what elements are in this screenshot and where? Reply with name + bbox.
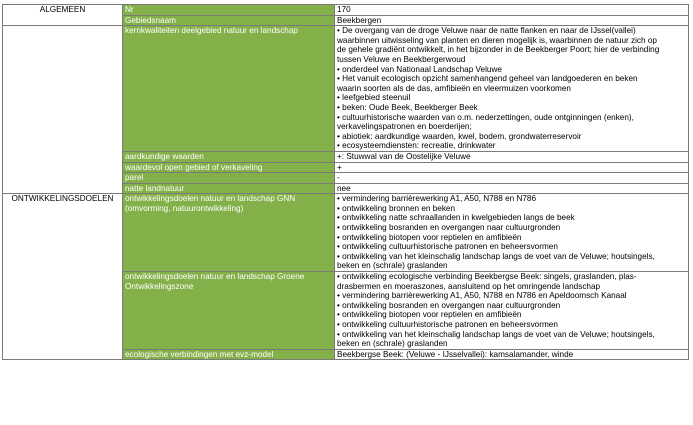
label-parel: parel [123, 173, 335, 184]
section-algemeen-spacer [3, 26, 123, 194]
value-natte: nee [335, 183, 689, 194]
list-item: • ontwikkeling biotopen voor reptielen en amfibieën [337, 232, 522, 242]
list-item: • ecosysteemdiensten: recreatie, drinkwater [337, 141, 496, 151]
list-item: waarbinnen uitwisseling van planten en dieren mogelijk is, waarbinnen de natuur zich op [337, 35, 657, 45]
list-item: • beken: Oude Beek, Beekberger Beek [337, 102, 478, 112]
label-natte: natte landnatuur [123, 183, 335, 194]
label-kernkwaliteiten: kernkwaliteiten deelgebied natuur en landschap [123, 26, 335, 152]
list-item: • Het vanuit ecologisch opzicht samenhangend geheel van landgoederen en beken [337, 74, 638, 84]
list-item: beken en (schrale) graslanden [337, 261, 448, 271]
area-table [2, 4, 689, 360]
list-item: • ontwikkeling bosranden en overgangen naar cultuurgronden [337, 300, 561, 310]
list-item: • ontwikkeling biotopen voor reptielen en amfibieën [337, 310, 522, 320]
list-item: • ontwikkeling bronnen en beken [337, 203, 456, 213]
list-item: • ontwikkeling bosranden en overgangen naar cultuurgronden [337, 223, 561, 233]
value-waardevol: + [335, 162, 689, 173]
value-kernkwaliteiten [335, 26, 689, 152]
label-gnn [123, 194, 335, 272]
value-nr: 170 [335, 5, 689, 16]
row-nr [3, 5, 689, 16]
list-item: verkavelingspatronen en boerderijen; [337, 122, 472, 132]
list-item: • ontwikkeling cultuurhistorische patronen en beheersvormen [337, 320, 558, 329]
label-waardevol: waardevol open gebied of verkaveling [123, 162, 335, 173]
list-item: • abiotiek: aardkundige waarden, kwel, bodem, grondwaterreservoir [337, 131, 582, 141]
value-gnn [335, 194, 689, 272]
label-nr: Nr [123, 5, 335, 16]
list-item: tussen Veluwe en Beekbergerwoud [337, 54, 466, 64]
label-ecologische: ecologische verbindingen met evz-model [123, 349, 335, 360]
list-item: • onderdeel van Nationaal Landschap Veluwe [337, 64, 502, 74]
list-item: drasbermen en moeraszones, aansluitend op het omringende landschap [337, 281, 601, 291]
label-aardkundige: aardkundige waarden [123, 151, 335, 162]
label-gebiedsnaam: Gebiedsnaam [123, 15, 335, 26]
value-gebiedsnaam: Beekbergen [335, 15, 689, 26]
value-aardkundige: +: Stuwwal van de Oostelijke Veluwe [335, 151, 689, 162]
list-item: • leefgebied steenuil [337, 93, 411, 103]
list-item: • ontwikkeling van het kleinschalig landschap langs de voet van de Veluwe; houtsingels, [337, 329, 655, 339]
label-groene-line2: Ontwikkelingszone [125, 281, 194, 291]
list-item: • vermindering barrièrewerking A1, A50, N788 en N786 [337, 194, 537, 204]
list-item: beken en (schrale) graslanden [337, 339, 448, 349]
label-gnn-line1: ontwikkelingsdoelen natuur en landschap GNN [125, 194, 296, 204]
row-kernkwaliteiten [3, 26, 689, 152]
list-item: • De overgang van de droge Veluwe naar de natte flanken en naar de IJssel(vallei) [337, 26, 636, 36]
label-gnn-line2: (omvorming, natuurontwikkeling) [125, 203, 244, 213]
value-ecologische: Beekbergse Beek: (Veluwe - IJsselvallei): kamsalamander, winde [335, 349, 689, 360]
row-gnn [3, 194, 689, 272]
value-parel: - [335, 173, 689, 184]
list-item: • ontwikkeling van het kleinschalig landschap langs de voet van de Veluwe; houtsingels, [337, 251, 655, 261]
list-item: • ontwikkeling ecologische verbinding Beekbergse Beek: singels, graslanden, plas- [337, 272, 637, 282]
list-item: • ontwikkeling natte schraallanden in kwelgebieden langs de beek [337, 213, 575, 223]
list-item: waarin soorten als de das, amfibieën en vleermuizen voorkomen [337, 83, 571, 93]
section-ontwikkelingsdoelen: ONTWIKKELINGSDOELEN [3, 194, 123, 360]
list-item: • vermindering barrièrewerking A1, A50, N788 en N786 en Apeldoomsch Kanaal [337, 291, 627, 301]
label-groene-line1: ontwikkelingsdoelen natuur en landschap Groene [125, 272, 305, 282]
section-algemeen: ALGEMEEN [3, 5, 123, 26]
list-item: • ontwikkeling cultuurhistorische patronen en beheersvormen [337, 242, 558, 252]
list-item: de gehele gradiënt ontwikkelt, in het bijzonder in de Beekberger Poort; hier de verbinding [337, 45, 660, 55]
value-groene [335, 272, 689, 350]
list-item: • cultuurhistorische waarden van o.m. nederzettingen, oude ontginningen (enken), [337, 112, 634, 122]
label-groene [123, 272, 335, 350]
